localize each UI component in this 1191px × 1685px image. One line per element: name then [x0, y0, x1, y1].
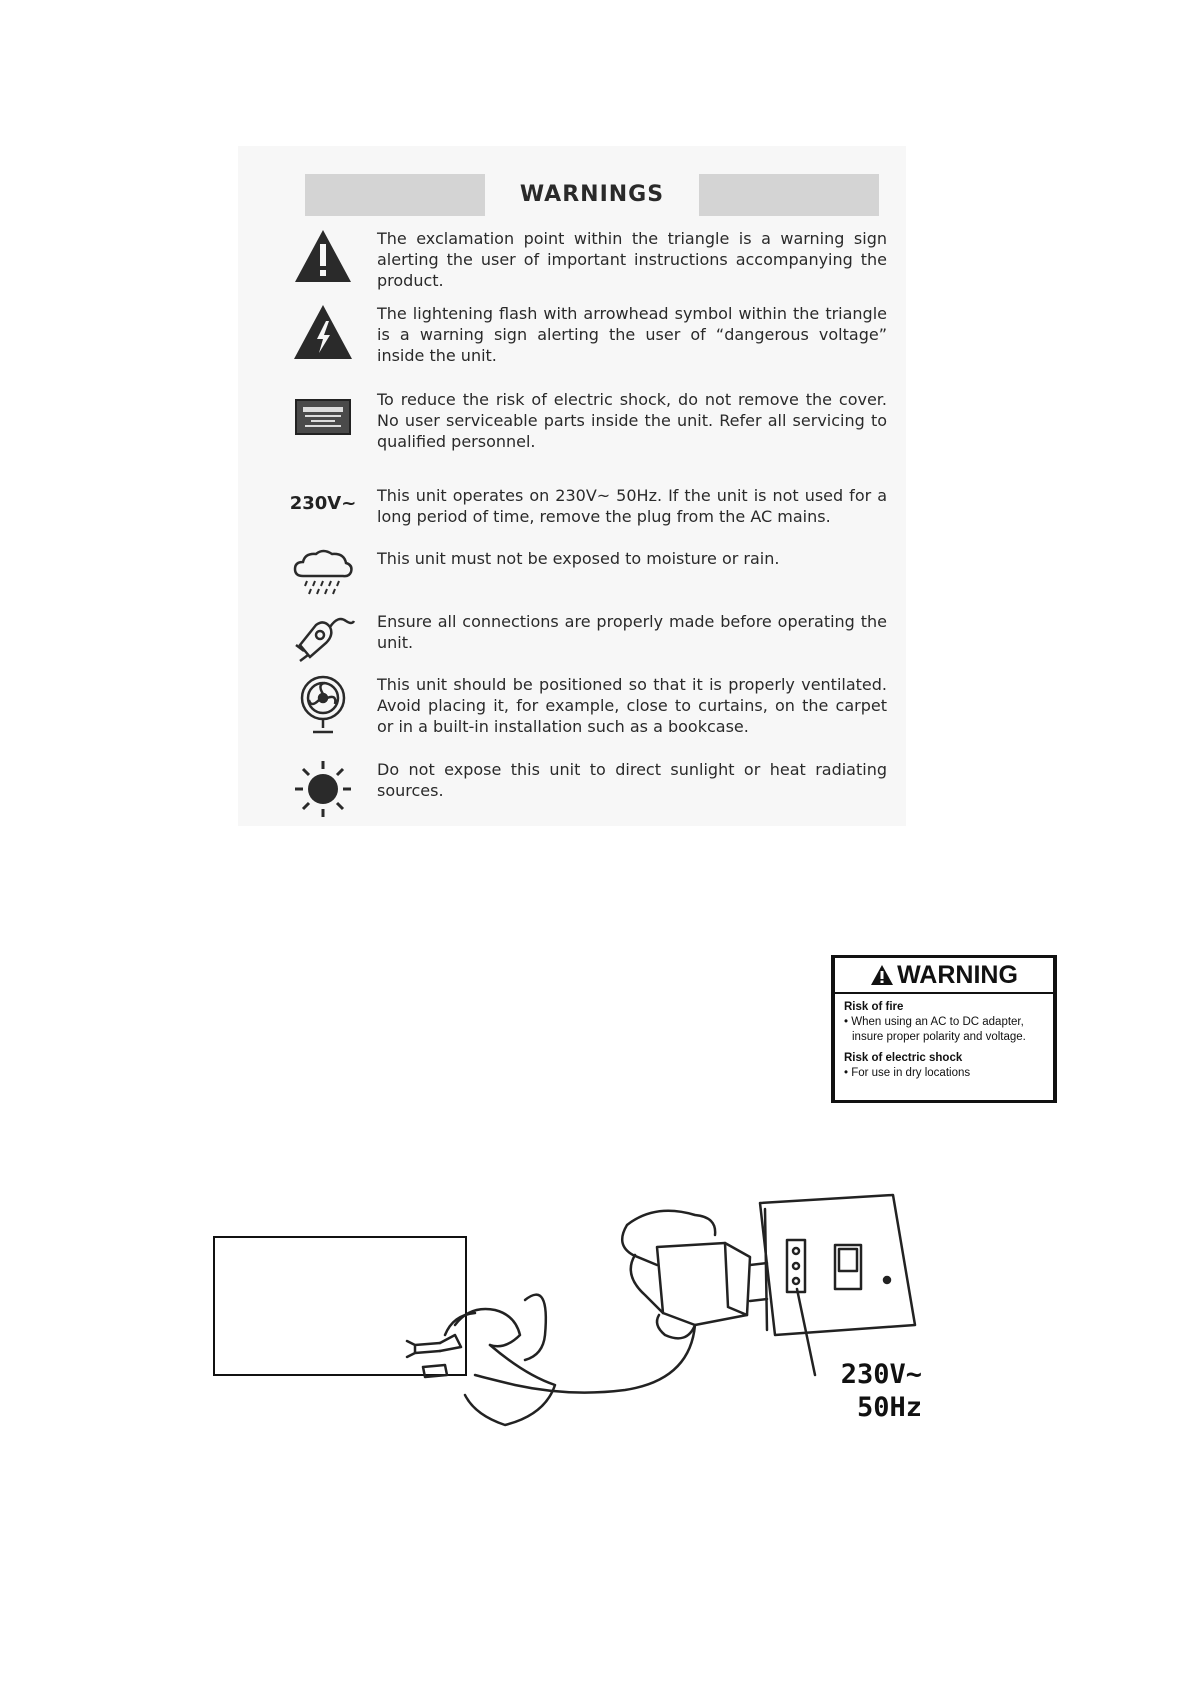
voltage-label: 230V~: [289, 493, 357, 514]
sun-heat-icon: [282, 759, 364, 829]
warning-label-heading: WARNING: [897, 960, 1018, 989]
warning-item-text: Do not expose this unit to direct sunlight or heat radiating sources.: [377, 760, 887, 800]
plug-connection-icon: [282, 611, 364, 681]
warning-label-header: [835, 958, 1053, 994]
exclamation-triangle-icon: [282, 228, 364, 298]
warning-triangle-icon: [870, 964, 894, 986]
risk-of-shock-title: Risk of electric shock: [844, 1052, 963, 1064]
risk-of-fire-line: • When using an AC to DC adapter,: [844, 1016, 1024, 1028]
warning-item-text: Ensure all connections are properly made before operating the unit.: [377, 612, 887, 652]
risk-of-shock-line: • For use in dry locations: [844, 1067, 971, 1079]
warning-item-text: The exclamation point within the triangle is a warning sign alerting the user of important instructions accompanying the product.: [377, 229, 887, 290]
warning-item-text: To reduce the risk of electric shock, do not remove the cover. No user serviceable parts inside the unit. Refer all servicing to qualified personnel.: [377, 390, 887, 451]
warning-label-box: [831, 955, 1057, 1103]
frequency-value: 50Hz: [856, 1392, 922, 1423]
risk-of-fire-title: Risk of fire: [844, 1001, 904, 1013]
warning-item-text: This unit should be positioned so that it is properly ventilated. Avoid placing it, for example, close to curtains, on the carpet or in a built-in installation such as a bookcase.: [377, 675, 887, 736]
rain-cloud-icon: [282, 548, 364, 618]
warning-item-text: This unit operates on 230V~ 50Hz. If the unit is not used for a long period of time, remove the plug from the AC mains.: [377, 486, 887, 526]
title-bar-right-shade: [699, 174, 879, 216]
warnings-title-bar: [305, 174, 879, 216]
voltage-caption: [822, 1358, 922, 1424]
title-bar-left-shade: [305, 174, 485, 216]
risk-of-fire-line: insure proper polarity and voltage.: [852, 1031, 1026, 1043]
voltage-value: 230V~: [840, 1359, 922, 1390]
warnings-title: WARNINGS: [519, 182, 665, 207]
caution-label-icon: [282, 389, 364, 459]
fan-ventilation-icon: [282, 674, 364, 744]
lightning-triangle-icon: [282, 303, 364, 373]
warning-item-text: The lightening flash with arrowhead symbol within the triangle is a warning sign alerting the user of “dangerous voltage” inside the unit.: [377, 304, 887, 365]
warning-item-text: This unit must not be exposed to moisture or rain.: [377, 549, 780, 568]
